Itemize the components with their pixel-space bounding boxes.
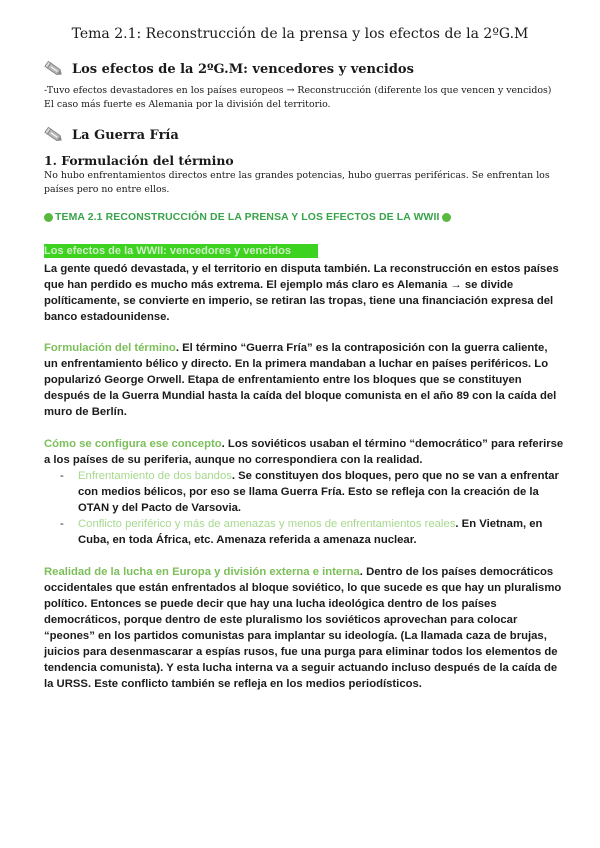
paragraph-lead: Formulación del término (44, 342, 176, 354)
section-text: No hubo enfrentamientos directos entre las grandes potencias, hubo guerras periféricas. Se enfrentan los países pero no entre ellos. (44, 170, 550, 195)
paragraph-lead: Cómo se configura ese concepto (44, 438, 222, 450)
bullet-lead: Conflicto periférico y más de amenazas y menos de enfrentamientos reales (78, 518, 456, 530)
green-dot-icon (442, 213, 451, 222)
subheading-formulation: 1. Formulación del término (44, 153, 234, 168)
list-item (44, 516, 564, 548)
bullet-text: . Se constituyen dos bloques, pero que no se van a enfrentar con medios bélicos, por eso se llama Guerra Fría. Esto se refleja con la creación de la OTAN y del Pacto de Varsovia. (78, 470, 559, 514)
paragraph-reality (44, 564, 564, 692)
notes-title-label: TEMA 2.1 RECONSTRUCCIÓN DE LA PRENSA Y LOS EFECTOS DE LA WWII (55, 212, 440, 223)
bullet-list (44, 468, 564, 548)
section-text: -Tuvo efectos devastadores en los países europeos → Reconstrucción (diferente los que vencen y vencidos) El caso más fuerte es Alemania por la división del territorio. (44, 85, 552, 110)
paragraph-lead: Realidad de la lucha en Europa y división externa e interna (44, 566, 360, 578)
pen-icon (44, 60, 64, 78)
pen-icon (44, 126, 64, 144)
section-heading-label: La Guerra Fría (72, 127, 179, 143)
paragraph-body: . El término “Guerra Fría” es la contraposición con la guerra caliente, un enfrentamiento bélico y directo. En la primera mandaban a luchar en países periféricos. Lo popularizó George Orwell. Etapa de enfrentamiento entre los bloques que se constituyen después de la Guerra Mundial hasta la caída del bloque comunista en el año 89 con la caída del muro de Berlín. (44, 342, 557, 418)
paragraph-configuration (44, 436, 564, 468)
highlighted-heading: Los efectos de la WWII: vencedores y vencidos (44, 244, 318, 258)
green-dot-icon (44, 213, 53, 222)
section-heading-label: Los efectos de la 2ºG.M: vencedores y vencidos (72, 61, 414, 77)
paragraph-body: . Los soviéticos usaban el término “democrático” para referirse a los países de su periferia, aunque no correspondiera con la realidad. (44, 438, 564, 466)
document-title: Tema 2.1: Reconstrucción de la prensa y los efectos de la 2ºG.M (71, 26, 529, 42)
bullet-lead: Enfrentamiento de dos bandos (78, 470, 232, 482)
paragraph-formulation (44, 340, 564, 420)
paragraph-reconstruction: La gente quedó devastada, y el territorio en disputa también. La reconstrucción en estos países que han perdido es mucho más extrema. El ejemplo más claro es Alemania → se divide políticamente, se convierte en imperio, se retiran las tropas, tiene una financiación expresa del banco estadounidense. (44, 263, 559, 323)
section-heading-cold-war (44, 126, 179, 144)
notes-title (44, 212, 451, 223)
paragraph-body: . Dentro de los países democráticos occidentales que están enfrentados al bloque soviético, lo que sucede es que hay un pluralismo político. Entonces se puede decir que hay una lucha ideológica dentro de los países democráticos, porque dentro de este pluralismo los soviéticos aprovechan para colocar “peones” en los partidos comunistas para implantar su ideología. (La llamada caza de brujas, juicios para desenmascarar a espías rusos, fue una purga para eliminar todos los elementos de tendencia comunista). Y esta lucha interna va a seguir actuando incluso después de la caída de la URSS. Este conflicto también se refleja en los medios periodísticos. (44, 566, 562, 690)
section-heading-effects (44, 60, 414, 78)
bullet-dash: - (60, 518, 64, 530)
list-item (44, 468, 564, 516)
bullet-dash: - (60, 470, 64, 482)
bullet-text: . En Vietnam, en Cuba, en toda África, etc. Amenaza referida a amenaza nuclear. (78, 518, 543, 546)
